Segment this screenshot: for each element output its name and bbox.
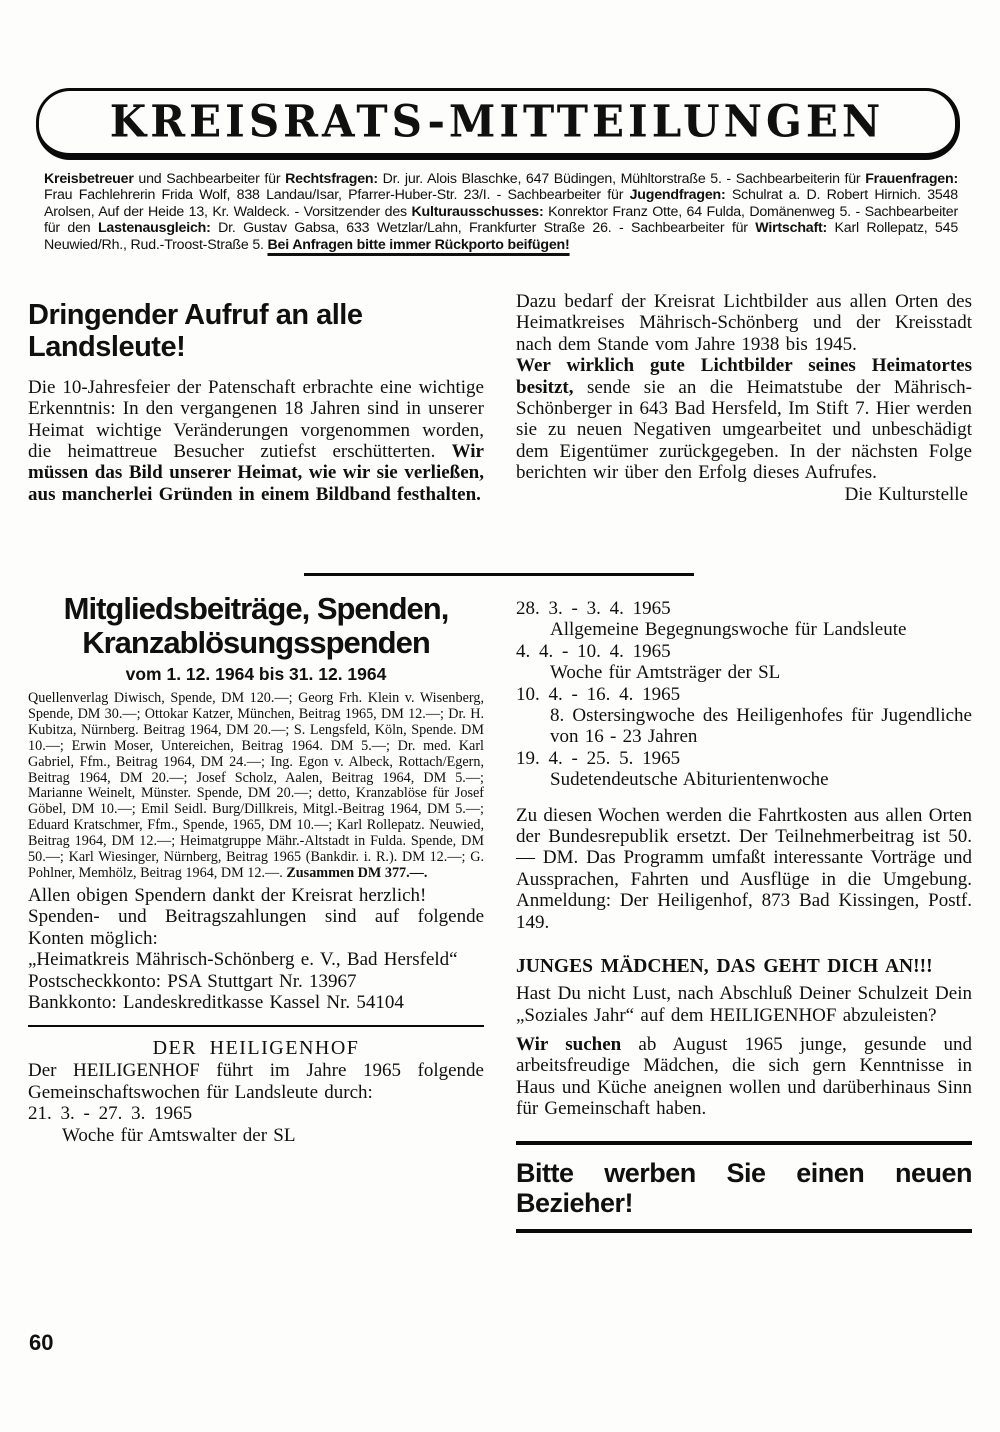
section-divider-rule [304,573,694,576]
text-segment: Zusammen DM 377.—. [286,864,428,881]
text-segment: Wer wirklich gute Lichtbilder seines Heimatortes besitzt, [516,355,972,398]
text-segment: ab August 1965 junge, gesunde und arbeitsfreudige Mädchen, die sich gern Kenntnisse in Haus und Küche aneignen wollen und darüberhinaus Sinn für Gemeinschaft haben. [516,1033,972,1120]
text-segment: Lastenausgleich: [97,220,211,237]
donations-subtitle: vom 1. 12. 1964 bis 31. 12. 1964 [125,664,387,684]
maedchen-paragraph-1: Hast Du nicht Lust, nach Abschluß Deiner Schulzeit Dein „Soziales Jahr“ auf dem HEILIGENHOF abzuleisten? [516,983,972,1026]
bank-account: Bankkonto: Landeskreditkasse Kassel Nr. 54104 [28,991,404,1013]
heiligenhof-heading: DER HEILIGENHOF [152,1037,360,1060]
schedule-event: Allgemeine Begegnungswoche für Landsleute [550,619,907,641]
appeal-article-left-column [28,300,484,505]
text-segment: Frauenfragen: [865,171,958,187]
masthead-title: KREISRATS-MITTEILUNGEN [109,95,885,148]
account-name: „Heimatkreis Mährisch-Schönberg e. V., Bad Hersfeld“ [28,949,458,971]
schedule-date: 10. 4. - 16. 4. 1965 [516,683,681,705]
banner-top-rule [516,1141,972,1145]
text-segment: Wir suchen [516,1033,622,1055]
text-segment: Frau Fachlehrerin Frida Wolf, 838 Landau/Isar, Pfarrer-Huber-Str. 23/I. - Sachbearbeiter für [44,187,630,204]
appeal-continuation-2 [516,355,972,483]
banner-bottom-rule [516,1229,972,1233]
schedule-item [516,684,972,748]
text-segment: Wir müssen das Bild unserer Heimat, wie wir sie verließen, aus mancherlei Gründen in einem Bildband festhalten. [28,441,484,505]
schedule-item [28,1103,484,1146]
schedule-date: 4. 4. - 10. 4. 1965 [516,640,671,662]
text-segment: Die 10-Jahresfeier der Patenschaft erbrachte eine wichtige Erkenntnis: In den vergangenen 18 Jahren sind in unserer Heimat wichtige Veränderungen vorgenommen worden, die heimattreue Besucher zutiefst erschütterten. [28,376,484,462]
schedule-event: Woche für Amtswalter der SL [62,1124,296,1146]
appeal-signature: Die Kulturstelle [844,483,968,505]
heiligenhof-intro: Der HEILIGENHOF führt im Jahre 1965 folgende Gemeinschaftswochen für Landsleute durch: [28,1060,484,1103]
schedule-date: 21. 3. - 27. 3. 1965 [28,1103,193,1125]
donations-title-line1: Mitgliedsbeiträge, Spenden, [63,591,449,626]
donations-list [28,691,484,882]
masthead-box [36,88,960,160]
text-segment: Kreisbetreuer [44,171,134,187]
text-segment: Karl Rollepatz, 545 Neuwied/Rh., Rud.-Troost-Straße 5. [44,220,959,253]
appeal-title: Dringender Aufruf an alle Landsleute! [28,299,363,363]
text-segment: Wirtschaft: [755,220,828,237]
appeal-continuation-1: Dazu bedarf der Kreisrat Lichtbilder aus allen Orten des Heimatkreises Mährisch-Schönberg und der Kreisstadt nach dem Stande vom Jahre 1938 bis 1945. [516,291,972,355]
maedchen-heading: JUNGES MÄDCHEN, DAS GEHT DICH AN!!! [516,956,933,978]
officials-paragraph [44,171,958,253]
page-number: 60 [29,1330,54,1355]
text-segment: Jugendfragen: [629,187,726,204]
maedchen-paragraph-2 [516,1034,972,1120]
text-segment: Rechtsfragen: [285,171,378,187]
schedule-date: 28. 3. - 3. 4. 1965 [516,598,671,619]
text-segment: Bei Anfragen bitte immer Rückporto beifügen! [267,236,570,253]
appeal-article-right-column [516,291,972,505]
text-segment: Dr. Gustav Gabsa, 633 Wetzlar/Lahn, Frankfurter Straße 26. - Sachbearbeiter für [210,220,756,237]
text-segment: Schulrat a. D. Robert Hirnich. 3548 Arolsen, Auf der Heide 13, Kr. Waldeck. - Vorsitzender des [44,187,958,220]
subscribe-banner: Bitte werben Sie einen neuen Bezieher! [516,1157,972,1218]
donations-thanks: Allen obigen Spendern dankt der Kreisrat herzlich! [28,884,427,906]
donations-title-line2: Kranzablösungsspenden [82,625,430,660]
column-divider-rule [28,1025,484,1027]
schedule-item [516,598,972,641]
postal-account: Postscheckkonto: PSA Stuttgart Nr. 13967 [28,970,357,992]
accounts-intro: Spenden- und Beitragszahlungen sind auf folgende Konten möglich: [28,906,484,949]
text-segment: Quellenverlag Diwisch, Spende, DM 120.—; Georg Frh. Klein v. Wisenberg, Spende, DM 30.—; Ottokar Katzer, München, Beitrag 1965, DM 12.—; Dr. H. Kubitza, Nürnberg. Beitrag 1964, DM 20.—; S. Lengsfeld, Köln, Spende. DM 10.—; Erwin Moser, Untereichen, Beitrag 1964. DM 5.—; Dr. med. Karl Gabriel, Ffm., Beitrag 1964, DM 24.—; Ing. Egon v. Albeck, Rottach/Egern, Beitrag 1964, DM 20.—; Josef Scholz, Aalen, Beitrag 1964, DM 5.—; Marianne Weinelt, Münster. Spende, DM 20.—; detto, Kranzablöse für Josef Göbel, DM 10.—; Emil Seidl. Burg/Dillkreis, Mitgl.-Beitrag 1964, DM 5.—; Eduard Kratschmer, Ffm., Spende, 1965, DM 10.—; Karl Rollepatz. Neuwied, Beitrag 1964, DM 12.—; Heimatgruppe Mähr.-Altstadt in Fulda. Spende, DM 50.—; Karl Wiesinger, Nürnberg, Beitrag 1965 (Bankdir. i. R.). DM 12.—; G. Pohlner, Memhölz, Beitrag 1964, DM 12.—. [28,690,484,881]
schedule-event: Woche für Amtsträger der SL [550,662,781,684]
donations-section [28,592,484,1146]
text-segment: Konrektor Franz Otte, 64 Fulda, Domänenweg 5. - Sachbearbeiter für den [44,203,958,237]
text-segment: und Sachbearbeiter für [133,171,286,187]
text-segment: sende sie an die Heimatstube der Mährisch-Schönberger in 643 Bad Hersfeld, Im Stift 7. Hier werden sie zu neuen Negativen umgearbeitet und unbeschädigt dem Eigentümer zurückgegeben. In der nächsten Folge berichten wir über den Erfolg dieses Aufrufes. [516,376,972,484]
schedule-date: 19. 4. - 25. 5. 1965 [516,747,681,769]
schedule-item [516,641,972,684]
donations-title [28,592,484,660]
schedule-event: 8. Ostersingwoche des Heiligenhofes für Jugendliche von 16 - 23 Jahren [550,705,972,748]
text-segment: Dr. jur. Alois Blaschke, 647 Büdingen, Mühltorstraße 5. - Sachbearbeiterin für [377,171,866,187]
appeal-paragraph [28,377,484,505]
schedule-event: Sudetendeutsche Abiturientenwoche [550,769,829,791]
heiligenhof-schedule-column [516,598,972,1233]
costs-paragraph: Zu diesen Wochen werden die Fahrtkosten aus allen Orten der Bundesrepublik ersetzt. Der Teilnehmerbeitrag ist 50.— DM. Das Programm umfaßt interessante Vorträge und Aussprachen, Fahrten und Ausflüge in die Umgebung. Anmeldung: Der Heiligenhof, 873 Bad Kissingen, Postf. 149. [516,804,972,933]
schedule-item [516,748,972,791]
text-segment: Kulturausschusses: [411,203,544,220]
